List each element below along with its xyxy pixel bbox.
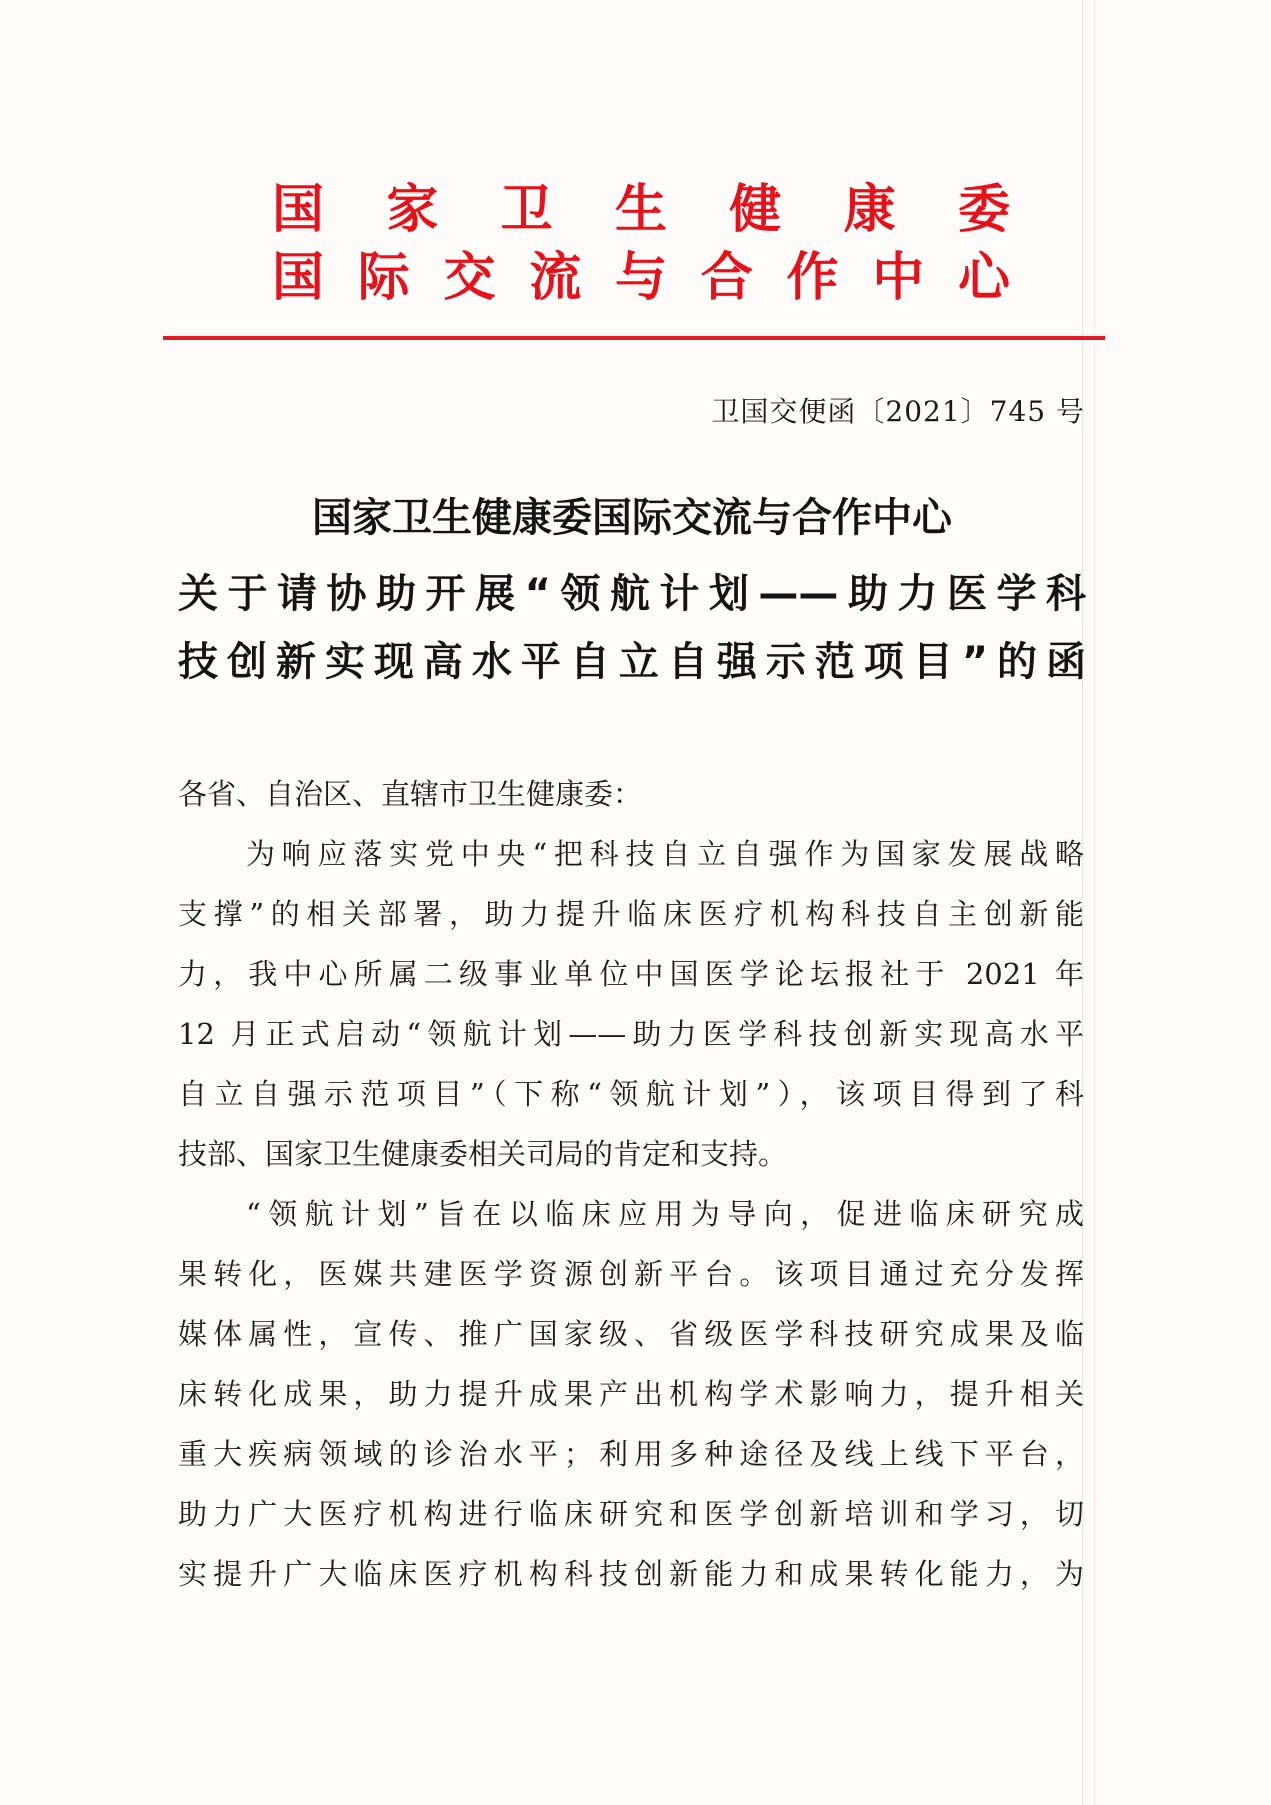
letterhead-char: 国 [271,180,324,240]
letterhead-char: 流 [529,248,582,308]
salutation: 各省、自治区、直辖市卫生健康委： [178,777,643,811]
document-title-line-2: 关于请协助开展“领航计划——助力医学科 [178,571,1086,617]
paragraph-1-line: 力，我中心所属二级事业单位中国医学论坛报社于 2021 年 [178,957,1084,991]
letterhead-char: 际 [357,248,410,308]
paragraph-2-line: 床转化成果，助力提升成果产出机构学术影响力，提升相关 [178,1377,1084,1411]
letterhead-char: 健 [729,180,782,240]
letterhead-char: 心 [957,248,1010,308]
letterhead-char: 与 [614,248,667,308]
paragraph-1-line: 12 月正式启动“领航计划——助力医学科技创新实现高水平 [178,1017,1084,1051]
letterhead-line-1 [268,180,1014,240]
letterhead-char: 委 [957,180,1010,240]
letterhead-char: 康 [843,180,896,240]
letterhead-char: 交 [443,248,496,308]
paragraph-2-line: 果转化，医媒共建医学资源创新平台。该项目通过充分发挥 [178,1257,1084,1291]
paragraph-2-line: “领航计划”旨在以临床应用为导向，促进临床研究成 [246,1197,1084,1231]
paragraph-2-line: 实提升广大临床医疗机构科技创新能力和成果转化能力，为 [178,1557,1084,1591]
letterhead-char: 生 [614,180,667,240]
letterhead-char: 卫 [500,180,553,240]
letterhead-char: 国 [271,248,324,308]
document-number: 卫国交便函〔2021〕745 号 [711,395,1085,428]
paragraph-2-line: 重大疾病领域的诊治水平；利用多种途径及线上线下平台， [178,1437,1084,1471]
document-body [178,764,1084,1604]
letterhead-char: 家 [386,180,439,240]
letterhead-char: 作 [786,248,839,308]
paragraph-2-line: 媒体属性，宣传、推广国家级、省级医学科技研究成果及临 [178,1317,1084,1351]
letterhead-char: 中 [872,248,925,308]
document-title-line-3: 技创新实现高水平自立自强示范项目”的函 [178,639,1086,685]
document-title-line-1: 国家卫生健康委国际交流与合作中心 [312,495,952,541]
paragraph-1-line: 支撑”的相关部署，助力提升临床医疗机构科技自主创新能 [178,897,1084,931]
letterhead-line-2 [268,248,1014,308]
paragraph-1-line: 技部、国家卫生健康委相关司局的肯定和支持。 [178,1137,788,1171]
page-edge-line [1094,0,1095,1805]
letterhead-divider [163,336,1105,340]
paragraph-2-line: 助力广大医疗机构进行临床研究和医学创新培训和学习，切 [178,1497,1084,1531]
letterhead-char: 合 [700,248,753,308]
paragraph-1-line: 为响应落实党中央“把科技自立自强作为国家发展战略 [246,837,1084,871]
paragraph-1-line: 自立自强示范项目”（下称“领航计划”），该项目得到了科 [178,1077,1084,1111]
